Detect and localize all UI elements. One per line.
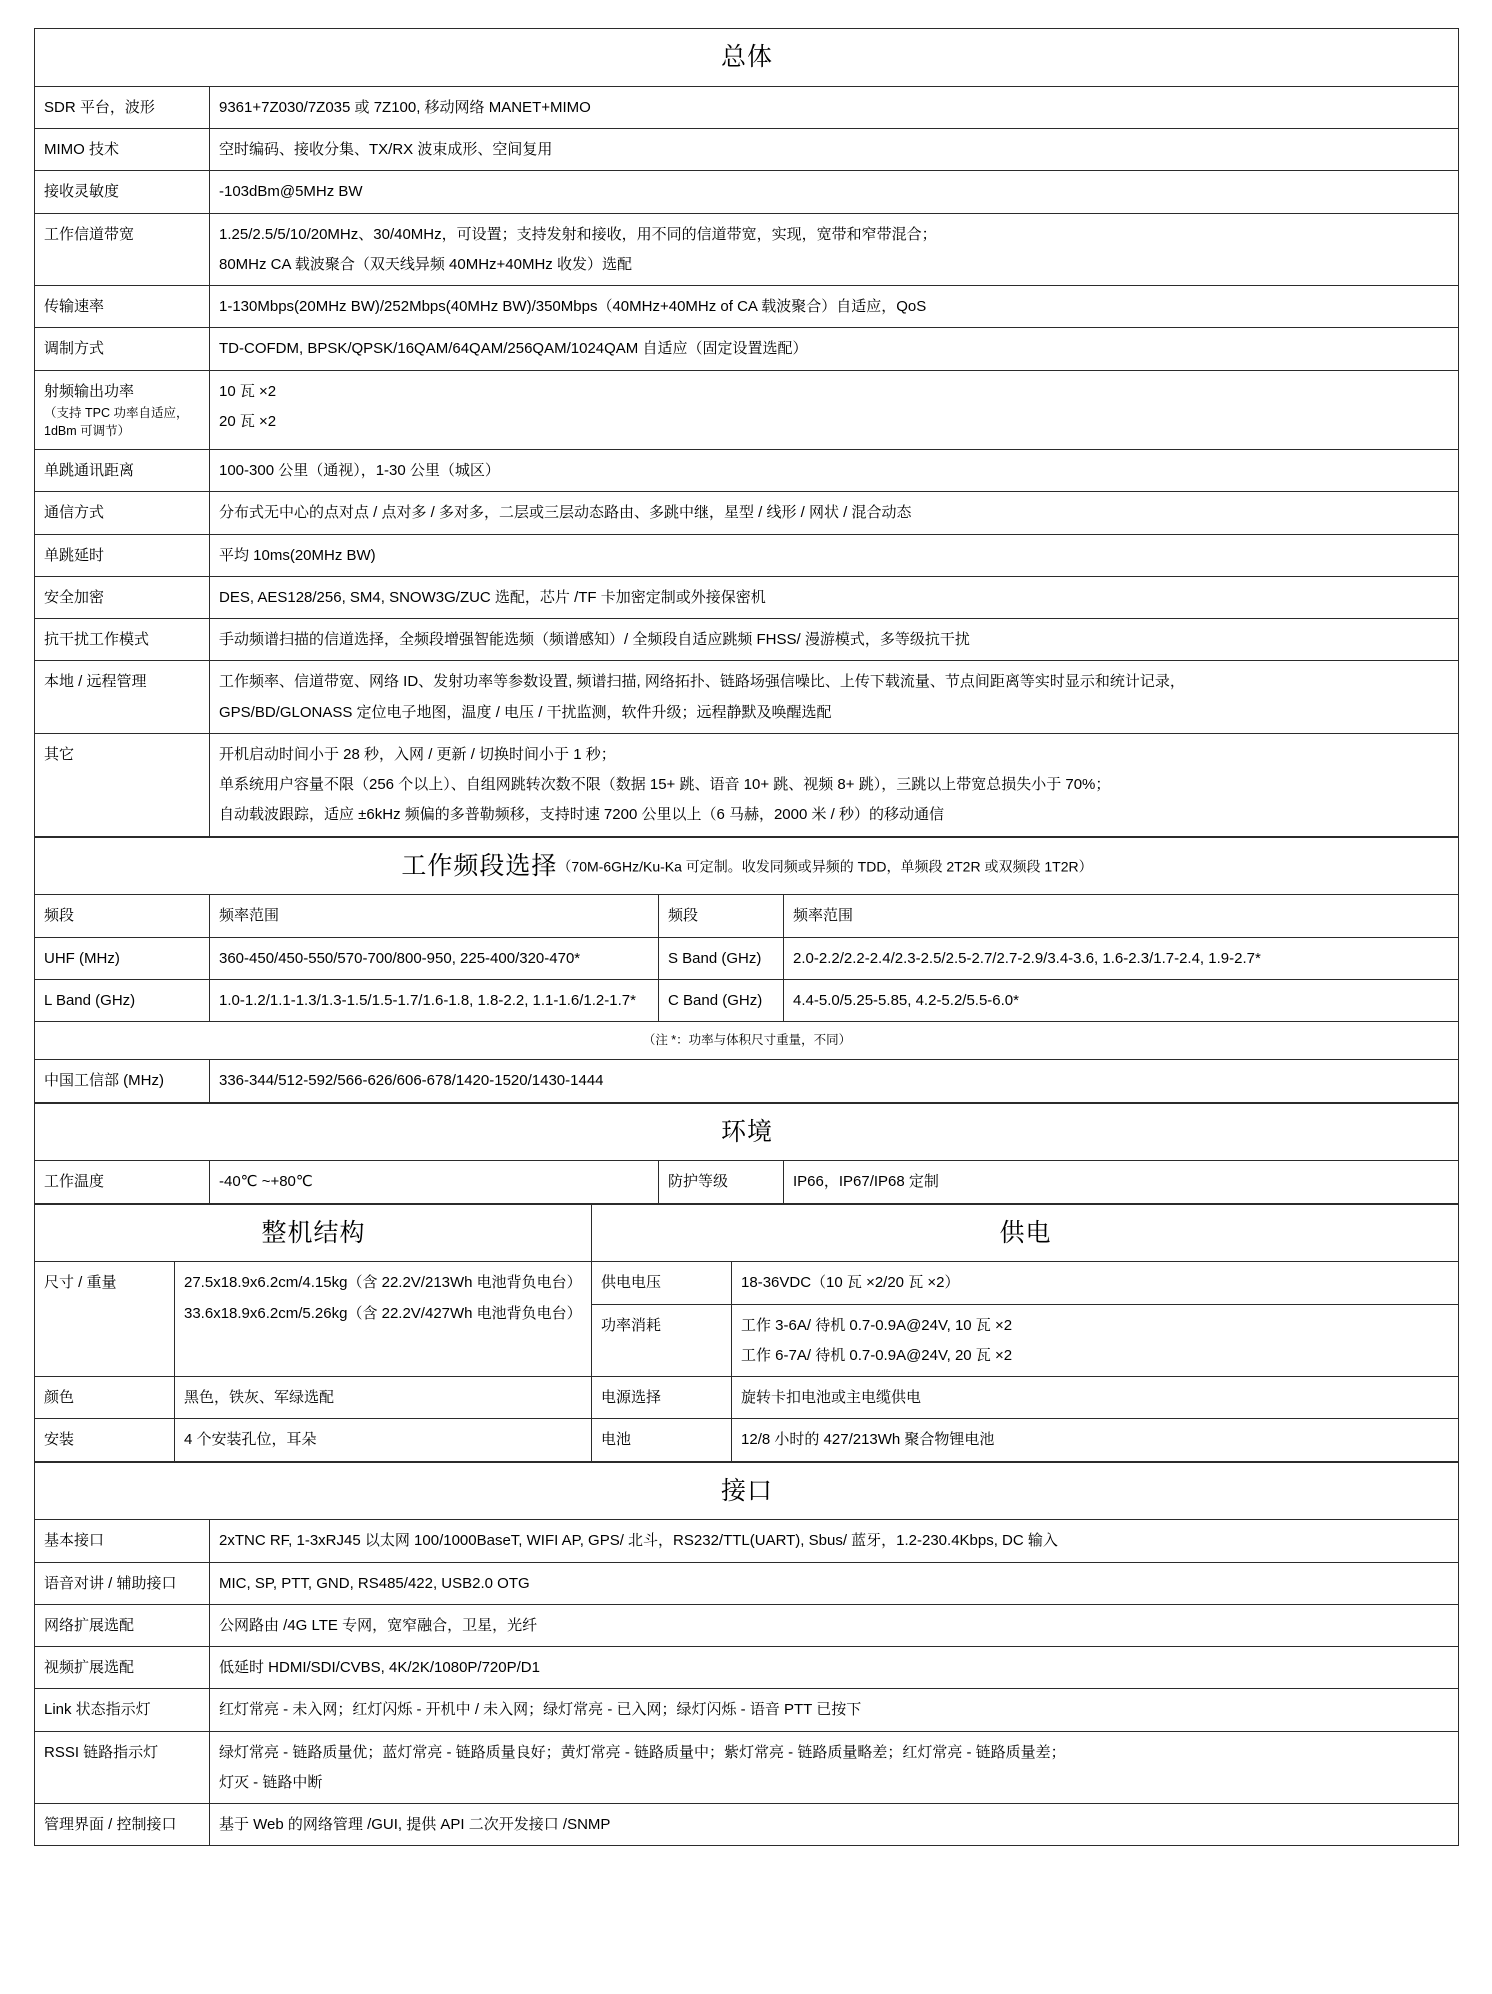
row-value xyxy=(210,1562,1459,1604)
value-line: 2xTNC RF, 1-3xRJ45 以太网 100/1000BaseT, WIFI AP, GPS/ 北斗，RS232/TTL(UART), Sbus/ 蓝牙，1.2-230.4Kbps, DC 输入 xyxy=(219,1532,1058,1550)
value-line: 9361+7Z030/7Z035 或 7Z100, 移动网络 MANET+MIMO xyxy=(219,98,591,116)
value-line: -103dBm@5MHz BW xyxy=(219,183,363,201)
row-value xyxy=(175,1262,592,1377)
value-line: 黑色，铁灰、军绿选配 xyxy=(184,1389,335,1407)
row-value xyxy=(210,1647,1459,1689)
table-row xyxy=(35,1520,1459,1562)
table-row xyxy=(35,86,1459,128)
row-value xyxy=(175,1419,592,1461)
value-line: 旋转卡扣电池或主电缆供电 xyxy=(741,1389,922,1407)
table-row xyxy=(35,1262,1459,1304)
band-footnote: （注 *：功率与体积尺寸重量，不同） xyxy=(35,1022,1459,1060)
value-line: 10 瓦 ×2 xyxy=(219,382,277,400)
row-label: 通信方式 xyxy=(35,492,210,534)
row-value xyxy=(210,1804,1459,1846)
row-value xyxy=(210,492,1459,534)
row-value xyxy=(210,328,1459,370)
row-value xyxy=(210,450,1459,492)
value-line: 平均 10ms(20MHz BW) xyxy=(219,546,376,564)
value-line: 工作 6-7A/ 待机 0.7-0.9A@24V, 20 瓦 ×2 xyxy=(741,1346,1013,1364)
table-row xyxy=(35,213,1459,286)
band-range: 2.0-2.2/2.2-2.4/2.3-2.5/2.5-2.7/2.7-2.9/3.4-3.6, 1.6-2.3/1.7-2.4, 1.9-2.7* xyxy=(784,937,1459,979)
table-row xyxy=(35,1060,1459,1102)
table-row xyxy=(35,1161,1459,1203)
row-label: 管理界面 / 控制接口 xyxy=(35,1804,210,1846)
row-label: 单跳通讯距离 xyxy=(35,450,210,492)
row-label: 中国工信部 (MHz) xyxy=(35,1060,210,1102)
table-row xyxy=(35,370,1459,450)
value-line: 公网路由 /4G LTE 专网，宽窄融合，卫星，光纤 xyxy=(219,1616,538,1634)
table-row xyxy=(35,1419,1459,1461)
section-header-row xyxy=(35,29,1459,87)
row-value xyxy=(210,1731,1459,1804)
row-label: 语音对讲 / 辅助接口 xyxy=(35,1562,210,1604)
band-selection-table xyxy=(34,837,1459,1103)
value-line: 33.6x18.9x6.2cm/5.26kg（含 22.2V/427Wh 电池背负电台） xyxy=(184,1304,582,1322)
row-label: 供电电压 xyxy=(592,1262,732,1304)
band-range: 4.4-5.0/5.25-5.85, 4.2-5.2/5.5-6.0* xyxy=(784,979,1459,1021)
table-row xyxy=(35,937,1459,979)
row-label: 接收灵敏度 xyxy=(35,171,210,213)
row-label: 工作温度 xyxy=(35,1161,210,1203)
row-value xyxy=(210,286,1459,328)
row-label: 颜色 xyxy=(35,1377,175,1419)
column-header-band-right: 频段 xyxy=(659,895,784,937)
band-name: C Band (GHz) xyxy=(659,979,784,1021)
table-row xyxy=(35,1689,1459,1731)
section-title-environment: 环境 xyxy=(35,1103,1459,1161)
value-line: 4 个安装孔位，耳朵 xyxy=(184,1431,317,1449)
row-label xyxy=(35,370,210,450)
row-label: 调制方式 xyxy=(35,328,210,370)
section-header-row xyxy=(35,1204,1459,1262)
row-label-note: （支持 TPC 功率自适应，1dBm 可调节） xyxy=(44,405,189,438)
value-line: 灯灭 - 链路中断 xyxy=(219,1773,323,1791)
row-value xyxy=(210,1689,1459,1731)
table-row xyxy=(35,1562,1459,1604)
value-line: 自动载波跟踪，适应 ±6kHz 频偏的多普勒频移，支持时速 7200 公里以上（6 马赫，2000 米 / 秒）的移动通信 xyxy=(219,806,944,824)
footnote-row xyxy=(35,1022,1459,1060)
row-value xyxy=(210,619,1459,661)
row-label-text: 射频输出功率 xyxy=(44,382,135,400)
row-label: 本地 / 远程管理 xyxy=(35,661,210,734)
value-line: 低延时 HDMI/SDI/CVBS, 4K/2K/1080P/720P/D1 xyxy=(219,1659,540,1677)
table-row xyxy=(35,492,1459,534)
section-title-structure: 整机结构 xyxy=(35,1204,592,1262)
table-row xyxy=(35,534,1459,576)
row-label: 视频扩展选配 xyxy=(35,1647,210,1689)
table-row xyxy=(35,619,1459,661)
value-line: GPS/BD/GLONASS 定位电子地图，温度 / 电压 / 干扰监测，软件升级；远程静默及唤醒选配 xyxy=(219,703,832,721)
row-label: SDR 平台，波形 xyxy=(35,86,210,128)
value-line: 空时编码、接收分集、TX/RX 波束成形、空间复用 xyxy=(219,141,553,158)
row-value xyxy=(210,576,1459,618)
band-name: S Band (GHz) xyxy=(659,937,784,979)
value-line: 工作 3-6A/ 待机 0.7-0.9A@24V, 10 瓦 ×2 xyxy=(741,1316,1013,1334)
row-value xyxy=(732,1377,1459,1419)
table-row xyxy=(35,1604,1459,1646)
row-label: 传输速率 xyxy=(35,286,210,328)
value-line: MIC, SP, PTT, GND, RS485/422, USB2.0 OTG xyxy=(219,1574,530,1592)
row-label: 抗干扰工作模式 xyxy=(35,619,210,661)
section-title-band-selection xyxy=(35,837,1459,895)
section-header-row xyxy=(35,1462,1459,1520)
row-label: 工作信道带宽 xyxy=(35,213,210,286)
row-value xyxy=(732,1419,1459,1461)
table-row xyxy=(35,1647,1459,1689)
row-value xyxy=(732,1304,1459,1377)
value-line: 20 瓦 ×2 xyxy=(219,412,277,430)
row-label: MIMO 技术 xyxy=(35,129,210,171)
row-label: 安全加密 xyxy=(35,576,210,618)
row-label: RSSI 链路指示灯 xyxy=(35,1731,210,1804)
band-name: UHF (MHz) xyxy=(35,937,210,979)
row-value xyxy=(210,129,1459,171)
environment-table xyxy=(34,1103,1459,1204)
value-line: TD-COFDM, BPSK/QPSK/16QAM/64QAM/256QAM/1024QAM 自适应（固定设置选配） xyxy=(219,340,808,358)
column-header-range-right: 频率范围 xyxy=(784,895,1459,937)
table-row xyxy=(35,661,1459,734)
column-header-range-left: 频率范围 xyxy=(210,895,659,937)
value-line: 1-130Mbps(20MHz BW)/252Mbps(40MHz BW)/350Mbps（40MHz+40MHz of CA 载波聚合）自适应，QoS xyxy=(219,298,927,315)
row-label: 功率消耗 xyxy=(592,1304,732,1377)
section-title-power: 供电 xyxy=(592,1204,1459,1262)
table-header-row xyxy=(35,895,1459,937)
value-line: 手动频谱扫描的信道选择，全频段增强智能选频（频谱感知）/ 全频段自适应跳频 FHSS/ 漫游模式，多等级抗干扰 xyxy=(219,631,970,648)
value-line: 绿灯常亮 - 链路质量优；蓝灯常亮 - 链路质量良好；黄灯常亮 - 链路质量中；紫灯常亮 - 链路质量略差；红灯常亮 - 链路质量差； xyxy=(219,1743,1066,1761)
row-label: 其它 xyxy=(35,733,210,836)
table-row xyxy=(35,1377,1459,1419)
row-value xyxy=(210,171,1459,213)
table-row xyxy=(35,328,1459,370)
value-line: DES, AES128/256, SM4, SNOW3G/ZUC 选配，芯片 /TF 卡加密定制或外接保密机 xyxy=(219,588,766,606)
value-line: 1.25/2.5/5/10/20MHz、30/40MHz，可设置；支持发射和接收，用不同的信道带宽，实现，宽带和窄带混合； xyxy=(219,225,937,243)
table-row xyxy=(35,171,1459,213)
row-value xyxy=(210,733,1459,836)
row-label: 电池 xyxy=(592,1419,732,1461)
row-label: Link 状态指示灯 xyxy=(35,1689,210,1731)
row-value: -40℃ ~+80℃ xyxy=(210,1161,659,1203)
value-line: 18-36VDC（10 瓦 ×2/20 瓦 ×2） xyxy=(741,1274,960,1292)
value-line: 开机启动时间小于 28 秒，入网 / 更新 / 切换时间小于 1 秒； xyxy=(219,745,616,763)
row-value: 336-344/512-592/566-626/606-678/1420-1520/1430-1444 xyxy=(210,1060,1459,1102)
section-title-overall: 总体 xyxy=(35,29,1459,87)
table-row xyxy=(35,129,1459,171)
overall-table xyxy=(34,28,1459,837)
row-value xyxy=(210,1604,1459,1646)
value-line: 单系统用户容量不限（256 个以上）、自组网跳转次数不限（数据 15+ 跳、语音 10+ 跳、视频 8+ 跳），三跳以上带宽总损失小于 70%； xyxy=(219,776,1111,793)
section-header-row xyxy=(35,1103,1459,1161)
section-title-interface: 接口 xyxy=(35,1462,1459,1520)
table-row xyxy=(35,733,1459,836)
value-line: 12/8 小时的 427/213Wh 聚合物锂电池 xyxy=(741,1431,995,1449)
value-line: 红灯常亮 - 未入网；红灯闪烁 - 开机中 / 未入网；绿灯常亮 - 已入网；绿灯闪烁 - 语音 PTT 已按下 xyxy=(219,1701,862,1719)
value-line: 分布式无中心的点对点 / 点对多 / 多对多，二层或三层动态路由、多跳中继，星型 / 线形 / 网状 / 混合动态 xyxy=(219,504,912,522)
row-label: 安装 xyxy=(35,1419,175,1461)
row-value xyxy=(210,213,1459,286)
row-value xyxy=(175,1377,592,1419)
row-label: 尺寸 / 重量 xyxy=(35,1262,175,1377)
interface-table xyxy=(34,1462,1459,1847)
band-range: 1.0-1.2/1.1-1.3/1.3-1.5/1.5-1.7/1.6-1.8, 1.8-2.2, 1.1-1.6/1.2-1.7* xyxy=(210,979,659,1021)
row-value xyxy=(210,370,1459,450)
row-value xyxy=(210,661,1459,734)
row-label: 单跳延时 xyxy=(35,534,210,576)
value-line: 27.5x18.9x6.2cm/4.15kg（含 22.2V/213Wh 电池背负电台） xyxy=(184,1274,582,1292)
value-line: 80MHz CA 载波聚合（双天线异频 40MHz+40MHz 收发）选配 xyxy=(219,255,632,273)
row-value xyxy=(732,1262,1459,1304)
structure-power-table xyxy=(34,1204,1459,1462)
row-label: 基本接口 xyxy=(35,1520,210,1562)
table-row xyxy=(35,979,1459,1021)
row-value xyxy=(210,1520,1459,1562)
section-title-subtext: （70M-6GHz/Ku-Ka 可定制。收发同频或异频的 TDD，单频段 2T2R 或双频段 1T2R） xyxy=(557,858,1093,875)
value-line: 基于 Web 的网络管理 /GUI, 提供 API 二次开发接口 /SNMP xyxy=(219,1816,611,1834)
table-row xyxy=(35,450,1459,492)
band-name: L Band (GHz) xyxy=(35,979,210,1021)
value-line: 工作频率、信道带宽、网络 ID、发射功率等参数设置, 频谱扫描, 网络拓扑、链路场强信噪比、上传下载流量、节点间距离等实时显示和统计记录， xyxy=(219,673,1185,691)
row-value: IP66，IP67/IP68 定制 xyxy=(784,1161,1459,1203)
row-value xyxy=(210,534,1459,576)
column-header-band-left: 频段 xyxy=(35,895,210,937)
section-title-text: 工作频段选择 xyxy=(401,851,558,880)
table-row xyxy=(35,576,1459,618)
row-value xyxy=(210,86,1459,128)
table-row xyxy=(35,1731,1459,1804)
row-label: 电源选择 xyxy=(592,1377,732,1419)
value-line: 100-300 公里（通视），1-30 公里（城区） xyxy=(219,462,500,479)
row-label: 防护等级 xyxy=(659,1161,784,1203)
band-range: 360-450/450-550/570-700/800-950, 225-400/320-470* xyxy=(210,937,659,979)
table-row xyxy=(35,1804,1459,1846)
table-row xyxy=(35,286,1459,328)
section-header-row xyxy=(35,837,1459,895)
row-label: 网络扩展选配 xyxy=(35,1604,210,1646)
